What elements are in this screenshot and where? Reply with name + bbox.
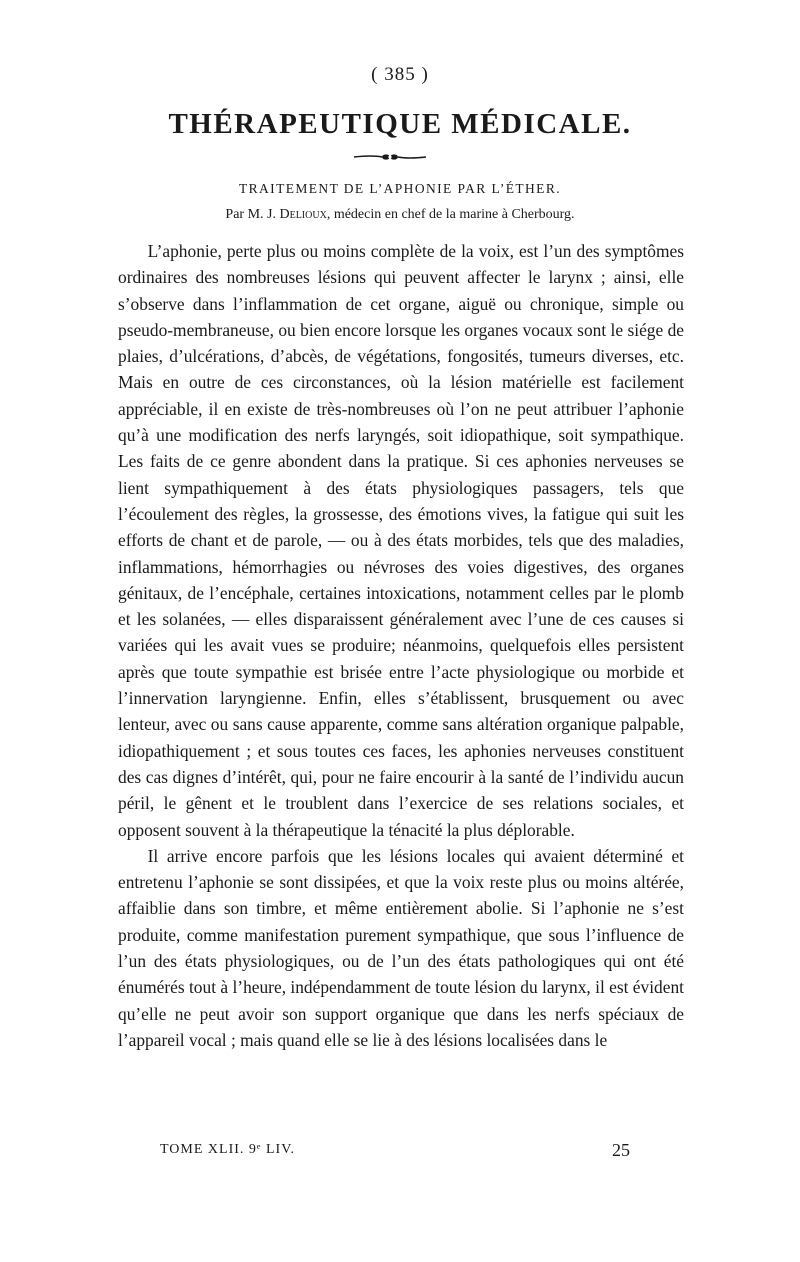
- article-body: [118, 238, 684, 1053]
- byline: [0, 207, 800, 223]
- decorative-rule-icon: [352, 150, 428, 164]
- section-title: THÉRAPEUTIQUE MÉDICALE.: [168, 108, 632, 140]
- folio-number: 25: [612, 1140, 630, 1160]
- byline-author: Delioux: [279, 207, 327, 222]
- page-number: ( 385 ): [371, 64, 429, 85]
- paragraph-2: Il arrive encore parfois que les lésions locales qui avaient déterminé et entretenu l’aphonie se sont dissipées, et que la voix reste plus ou moins altérée, affaiblie dans son timbre, et même entièrement abolie. Si l’aphonie ne s’est produite, comme manifestation purement sympathique, que sous l’influence de l’un des états physiologiques, ou de l’un des états pathologiques qui ont été énumérés tout à l’heure, indépendamment de toute lésion du larynx, il est évident qu’elle ne peut avoir son support organique que dans les nerfs spéciaux de l’appareil vocal ; mais quand elle se lie à des lésions localisées dans le: [118, 845, 684, 1050]
- signature-mark: TOME XLII. 9ᵉ LIV.: [160, 1142, 296, 1157]
- paragraph-1: L’aphonie, perte plus ou moins complète de la voix, est l’un des symptômes ordinaires des nombreuses lésions qui peuvent affecter le larynx ; ainsi, elle s’observe dans l’inflammation de cet organe, aiguë ou chronique, simple ou pseudo-membraneuse, ou bien encore lorsque les organes vocaux sont le siége de plaies, d’ulcérations, d’abcès, de végétations, fongosités, tumeurs diverses, etc. Mais en outre de ces circonstances, où la lésion matérielle est facilement appréciable, il en existe de très-nombreuses où l’on ne peut attribuer l’aphonie qu’à une modification des nerfs laryngés, soit idiopathique, soit sympathique. Les faits de ce genre abondent dans la pratique. Si ces aphonies nerveuses se lient sympathiquement à des états physiologiques passagers, tels que l’écoulement des règles, la grossesse, des émotions vives, la fatigue qui suit les efforts de chant et de parole, — ou à des états morbides, tels que des maladies, inflammations, hémorrhagies ou névroses des voies digestives, des organes génitaux, de l’encéphale, certaines intoxications, notamment celles par le plomb et les solanées, — elles disparaissent généralement avec l’une de ces causes si variées qui les avait vues se produire; néanmoins, quelquefois elles persistent après que toute sympathie est brisée entre l’acte physiologique ou morbide et l’innervation laryngienne. Enfin, elles s’établissent, brusquement ou avec lenteur, avec ou sans cause apparente, comme sans altération organique palpable, idiopathiquement ; et sous toutes ces faces, les aphonies nerveuses constituent des cas dignes d’intérêt, qui, pour ne faire encourir à la santé de l’individu aucun péril, le gênent et le troublent dans l’exercice de ses relations sociales, et opposent souvent à la thérapeutique la ténacité la plus déplorable.: [118, 241, 684, 840]
- page-footer: [160, 1140, 630, 1164]
- byline-prefix: Par M. J.: [225, 207, 280, 222]
- byline-suffix: , médecin en chef de la marine à Cherbourg.: [326, 207, 575, 222]
- article-title: TRAITEMENT DE L’APHONIE PAR L’ÉTHER.: [238, 181, 562, 196]
